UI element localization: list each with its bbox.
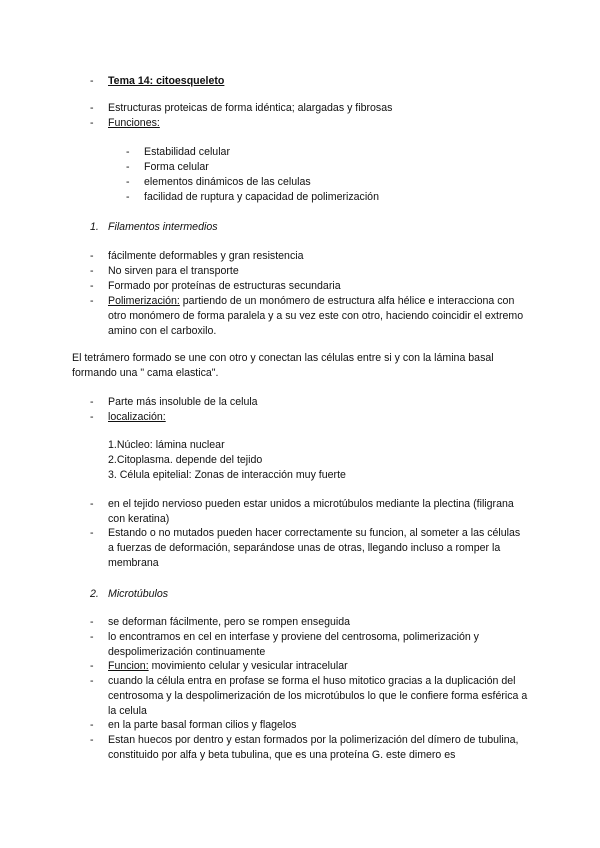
bullet-dash: -	[126, 176, 130, 188]
bullet-dash: -	[90, 734, 94, 746]
list-item: Estructuras proteicas de forma idéntica; alargadas y fibrosas	[108, 102, 393, 114]
bullet-dash: -	[126, 146, 130, 158]
bullet-dash: -	[90, 719, 94, 731]
section-number: 1.	[90, 221, 99, 233]
numbered-item: 1.Núcleo: lámina nuclear	[108, 439, 225, 451]
bullet-dash: -	[90, 102, 94, 114]
localizacion-label: localización:	[108, 411, 166, 423]
list-item: en la parte basal forman cilios y flagelos	[108, 719, 297, 731]
bullet-dash: -	[90, 396, 94, 408]
bullet-dash: -	[90, 280, 94, 292]
polimerizacion-text: partiendo de un monómero de estructura alfa hélice e interacciona con otro monómero de forma paralela y a su vez este con otro, haciendo coincidir el extremo amino con el carboxilo.	[108, 295, 524, 337]
bullet-dash: -	[126, 191, 130, 203]
funcion-label: Funcion:	[108, 660, 149, 672]
list-item: cuando la célula entra en profase se forma el huso mitotico gracias a la duplicación del centrosoma y la despolimerización de los microtúbulos lo que le confiere forma esférica a la celula	[108, 675, 528, 717]
bullet-dash: -	[90, 117, 94, 129]
funciones-label: Funciones:	[108, 117, 160, 129]
section-heading: Filamentos intermedios	[108, 221, 218, 233]
bullet-dash: -	[90, 498, 94, 510]
bullet-dash: -	[90, 616, 94, 628]
bullet-dash: -	[90, 527, 94, 539]
bullet-dash: -	[90, 660, 94, 672]
list-item: No sirven para el transporte	[108, 265, 239, 277]
section-number: 2.	[90, 588, 99, 600]
sub-list-item: facilidad de ruptura y capacidad de polimerización	[144, 191, 379, 203]
bullet-dash: -	[90, 75, 94, 87]
body-paragraph: El tetrámero formado se une con otro y conectan las células entre si y con la lámina basal formando una " cama elastica".	[72, 352, 494, 379]
bullet-dash: -	[126, 161, 130, 173]
bullet-dash: -	[90, 265, 94, 277]
list-item: Parte más insoluble de la celula	[108, 396, 258, 408]
list-item: Estando o no mutados pueden hacer correctamente su funcion, al someter a las células a fuerzas de deformación, separándose unas de otras, llegando incluso a romper la membrana	[108, 527, 521, 569]
sub-list-item: elementos dinámicos de las celulas	[144, 176, 311, 188]
numbered-item: 3. Célula epitelial: Zonas de interacción muy fuerte	[108, 469, 346, 481]
list-item: Estan huecos por dentro y estan formados por la polimerización del dímero de tubulina, constituido por alfa y beta tubulina, que es una proteína G. este dimero es	[108, 734, 519, 761]
list-item: Formado por proteínas de estructuras secundaria	[108, 280, 341, 292]
sub-list-item: Forma celular	[144, 161, 209, 173]
section-heading: Microtúbulos	[108, 588, 169, 600]
funcion-text: movimiento celular y vesicular intracelular	[148, 660, 348, 672]
bullet-dash: -	[90, 411, 94, 423]
funcion-item	[108, 659, 528, 674]
sub-list-item: Estabilidad celular	[144, 146, 230, 158]
list-item: lo encontramos en cel en interfase y proviene del centrosoma, polimerización y despolimerización continuamente	[108, 631, 479, 658]
bullet-dash: -	[90, 295, 94, 307]
list-item: en el tejido nervioso pueden estar unidos a microtúbulos mediante la plectina (filigrana con keratina)	[108, 498, 514, 525]
bullet-dash: -	[90, 675, 94, 687]
polimerizacion-label: Polimerización:	[108, 295, 180, 307]
page-title: Tema 14: citoesqueleto	[108, 75, 225, 87]
bullet-dash: -	[90, 631, 94, 643]
bullet-dash: -	[90, 250, 94, 262]
numbered-item: 2.Citoplasma. depende del tejido	[108, 454, 263, 466]
polimerizacion-item	[108, 294, 528, 338]
list-item: se deforman fácilmente, pero se rompen enseguida	[108, 616, 351, 628]
list-item: fácilmente deformables y gran resistencia	[108, 250, 304, 262]
